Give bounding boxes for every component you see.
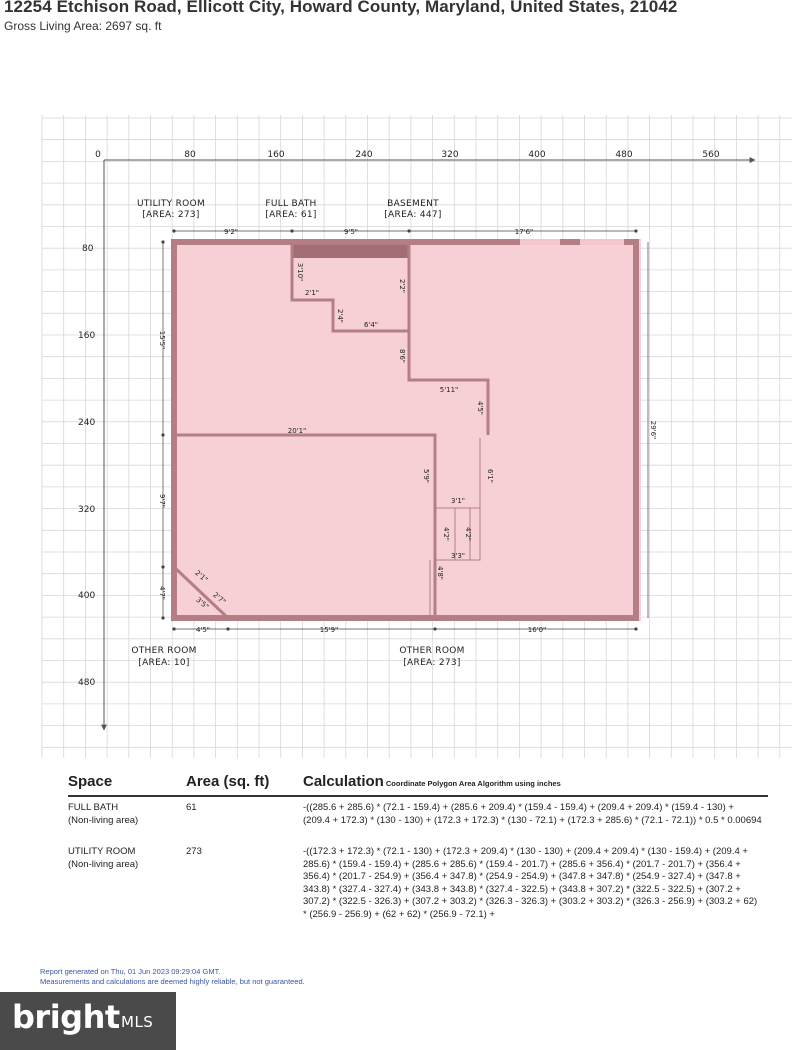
dim-label: 4'5" [195, 626, 211, 634]
dim-label: 3'3" [450, 552, 466, 560]
header-space: Space [68, 773, 113, 790]
dim-label: 2'7" [211, 590, 228, 607]
table-row [68, 802, 768, 846]
room-area: [AREA: 447] [384, 210, 442, 220]
property-address: 12254 Etchison Road, Ellicott City, Howard County, Maryland, United States, 21042 [4, 0, 678, 16]
dim-label: 9'2" [223, 228, 239, 236]
y-tick: 480 [78, 678, 96, 688]
dim-label: 15'9" [319, 626, 339, 634]
disclaimer: Measurements and calculations are deemed highly reliable, but not guaranteed. [40, 977, 305, 986]
table-header [68, 773, 768, 797]
dim-label: 9'7" [158, 493, 166, 509]
header-area: Area (sq. ft) [186, 773, 270, 790]
y-tick: 320 [78, 505, 96, 515]
x-tick: 320 [441, 150, 459, 160]
y-tick: 240 [78, 418, 96, 428]
header-calc-title: Calculation [303, 773, 384, 790]
dim-label: 4'2" [464, 526, 472, 542]
dim-label: 2'2" [398, 278, 406, 294]
dim-label: 4'5" [476, 400, 484, 416]
dim-label: 20'1" [287, 427, 307, 435]
dim-label: 6'1" [486, 468, 494, 484]
dim-label: 8'6" [398, 348, 406, 364]
x-tick: 480 [615, 150, 633, 160]
dim-label: 15'5" [158, 330, 166, 350]
dim-label: 5'9" [422, 468, 430, 484]
area-table [68, 773, 768, 926]
space-type: (Non-living area) [68, 858, 139, 870]
room-name: OTHER ROOM [399, 646, 465, 656]
room-name: UTILITY ROOM [136, 199, 206, 209]
space-name: UTILITY ROOM [68, 846, 136, 857]
x-tick: 80 [184, 150, 196, 160]
brand-suffix: MLS [121, 1013, 154, 1031]
x-tick: 400 [528, 150, 546, 160]
dim-label: 5'11" [439, 386, 459, 394]
row-space [68, 802, 178, 827]
dim-label: 2'1" [304, 289, 320, 297]
dim-label: 16'0" [527, 626, 547, 634]
x-tick: 560 [702, 150, 720, 160]
dim-label: 6'4" [363, 321, 379, 329]
header-calc-subtitle: Coordinate Polygon Area Algorithm using inches [385, 779, 561, 788]
room-name: OTHER ROOM [131, 646, 197, 656]
door-gap [476, 418, 484, 438]
space-name: FULL BATH [68, 802, 119, 813]
gross-living-area: Gross Living Area: 2697 sq. ft [4, 19, 162, 33]
report-generated: Report generated on Thu, 01 Jun 2023 09:29:04 GMT. [40, 967, 221, 976]
room-name: FULL BATH [265, 199, 317, 209]
x-tick: 0 [95, 150, 101, 160]
row-space [68, 846, 178, 871]
x-tick: 240 [355, 150, 373, 160]
brand-logo [0, 992, 176, 1050]
dim-label: 9'5" [343, 228, 359, 236]
dim-label: 2'4" [336, 308, 344, 324]
row-calculation: -((172.3 + 172.3) * (72.1 - 130) + (172.3 + 209.4) * (130 - 130) + (209.4 + 209.4) * (130 - 159.4) + (209.4 + 285.6) * (159.4 - 159.4) + (285.6 + 285.6) * (159.4 - 201.7) + (285.6 + 356.4) * (201.7 - 201.7) + (356.4 + 356.4) * (201.7 - 254.9) + (356.4 + 347.8) * (254.9 - 254.9) + (347.8 + 347.8) * (254.9 - 327.4) + (347.8 + 343.8) * (327.4 - 327.4) + (343.8 + 343.8) * (327.4 - 322.5) + (343.8 + 307.2) * (322.5 - 322.5) + (307.2 + 307.2) * (322.5 - 326.3) + (307.2 + 303.2) * (326.3 - 326.3) + (303.2 + 303.2) * (326.3 - 256.9) + (303.2 + 62) * (256.9 - 256.9) + (62 + 62) * (256.9 - 72.1) + [303, 846, 758, 920]
window [520, 239, 560, 245]
dim-label: 4'2" [442, 526, 450, 542]
dim-label: 17'6" [514, 228, 534, 236]
dim-label: 4'8" [436, 565, 444, 581]
y-tick: 80 [82, 244, 94, 254]
room-area: [AREA: 273] [142, 210, 200, 220]
floor-area [171, 239, 641, 621]
y-tick: 400 [78, 591, 96, 601]
brand-name: bright [12, 998, 120, 1036]
bath-wall [292, 245, 409, 258]
window [580, 239, 624, 245]
room-name: BASEMENT [387, 199, 439, 209]
space-type: (Non-living area) [68, 814, 139, 826]
x-tick: 160 [267, 150, 285, 160]
y-tick: 160 [78, 331, 96, 341]
room-area: [AREA: 273] [403, 658, 461, 668]
dim-label: 4'7" [158, 585, 166, 601]
dim-label: 2'1" [193, 568, 210, 585]
dim-label: 3'1" [450, 497, 466, 505]
header-calculation [303, 773, 561, 790]
room-area: [AREA: 61] [265, 210, 317, 220]
dim-label: 3'10" [296, 262, 304, 282]
row-calculation: -((285.6 + 285.6) * (72.1 - 159.4) + (285.6 + 209.4) * (159.4 - 159.4) + (209.4 + 209.4) * (159.4 - 130) + (209.4 + 172.3) * (130 - 130) + (172.3 + 172.3) * (130 - 72.1) + (172.3 + 285.6) * (72.1 - 72.1)) * 0.5 * 0.00694 [303, 802, 762, 826]
dim-label: 3'5" [194, 595, 211, 612]
row-area: 61 [186, 802, 197, 813]
dim-label: 29'6" [649, 420, 657, 440]
table-row [68, 846, 768, 926]
row-area: 273 [186, 846, 202, 857]
room-area: [AREA: 10] [138, 658, 190, 668]
